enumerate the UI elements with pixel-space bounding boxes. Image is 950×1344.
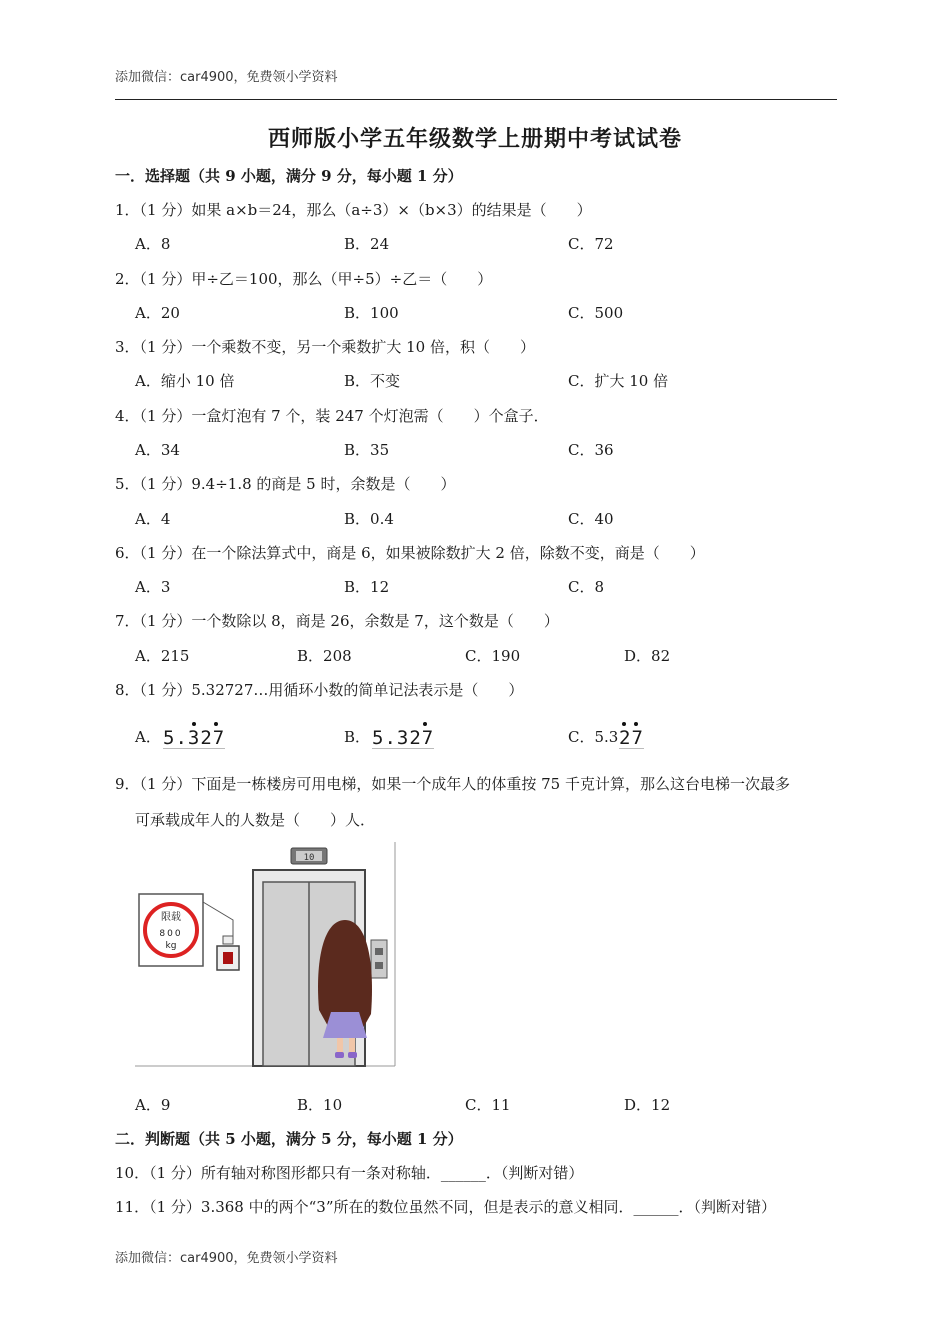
header-contact: 添加微信：car4900，免费领小学资料 — [115, 70, 338, 85]
question-9-line2: 可承载成年人的人数是（ ）人． — [135, 811, 376, 829]
q6-option-a: A．3 — [135, 578, 171, 596]
q4-option-b: B．35 — [344, 441, 390, 459]
q8-option-a-value: 5.327 — [163, 722, 225, 749]
q9-option-c: C．11 — [465, 1096, 511, 1114]
q3-option-c: C．扩大 10 倍 — [568, 372, 669, 390]
question-1: 1．（1 分）如果 a×b＝24，那么（a÷3）×（b×3）的结果是（ ） — [115, 201, 592, 219]
svg-text:10: 10 — [303, 853, 315, 863]
call-button-panel — [371, 940, 387, 978]
q3-option-a: A．缩小 10 倍 — [135, 372, 235, 390]
q7-option-c: C．190 — [465, 647, 521, 665]
svg-text:kg: kg — [165, 941, 177, 951]
q5-option-a: A．4 — [135, 510, 171, 528]
load-limit-sign — [139, 894, 203, 966]
question-6: 6．（1 分）在一个除法算式中，商是 6，如果被除数扩大 2 倍，除数不变，商是（ ） — [115, 544, 705, 562]
question-7: 7．（1 分）一个数除以 8，商是 26，余数是 7，这个数是（ ） — [115, 612, 559, 630]
question-4: 4．（1 分）一盒灯泡有 7 个，装 247 个灯泡需（ ）个盒子． — [115, 407, 549, 425]
q5-option-c: C．40 — [568, 510, 614, 528]
question-2: 2．（1 分）甲÷乙＝100，那么（甲÷5）÷乙＝（ ） — [115, 270, 493, 288]
q4-option-c: C．36 — [568, 441, 614, 459]
q2-option-c: C．500 — [568, 304, 624, 322]
girl-figure — [318, 920, 372, 1058]
q9-option-a: A．9 — [135, 1096, 171, 1114]
question-10: 10．（1 分）所有轴对称图形都只有一条对称轴．______．（判断对错） — [115, 1164, 584, 1182]
q8-option-a-label: A． — [135, 728, 161, 746]
control-panel-icon — [217, 936, 239, 970]
q7-option-d: D．82 — [624, 647, 671, 665]
floor-display — [291, 848, 327, 864]
q1-option-a: A．8 — [135, 235, 171, 253]
question-8: 8．（1 分）5.32727…用循环小数的简单记法表示是（ ） — [115, 681, 524, 699]
q8-option-c-value: 27 — [619, 722, 644, 749]
q7-option-a: A．215 — [135, 647, 190, 665]
q8-option-c-label: C．5.3 — [568, 728, 619, 746]
footer-contact: 添加微信：car4900，免费领小学资料 — [115, 1251, 338, 1266]
q8-option-b-value: 5.327 — [372, 722, 434, 749]
question-3: 3．（1 分）一个乘数不变，另一个乘数扩大 10 倍，积（ ） — [115, 338, 535, 356]
q4-option-a: A．34 — [135, 441, 180, 459]
header-rule — [115, 99, 837, 100]
svg-text:800: 800 — [159, 929, 183, 939]
q8-option-b-label: B． — [344, 728, 371, 746]
q6-option-b: B．12 — [344, 578, 390, 596]
page-title: 西师版小学五年级数学上册期中考试试卷 — [267, 126, 682, 152]
question-11: 11．（1 分）3.368 中的两个“3”所在的数位虽然不同，但是表示的意义相同．______．（判断对错） — [115, 1198, 776, 1216]
q7-option-b: B．208 — [297, 647, 352, 665]
q2-option-a: A．20 — [135, 304, 180, 322]
q6-option-c: C．8 — [568, 578, 605, 596]
q1-option-c: C．72 — [568, 235, 614, 253]
section-heading-choice: 一．选择题（共 9 小题，满分 9 分，每小题 1 分） — [115, 167, 463, 185]
question-5: 5．（1 分）9.4÷1.8 的商是 5 时，余数是（ ） — [115, 475, 456, 493]
question-9-line1: 9．（1 分）下面是一栋楼房可用电梯，如果一个成年人的体重按 75 千克计算，那么这台电梯一次最多 — [115, 775, 790, 793]
svg-text:限载: 限载 — [161, 912, 181, 923]
q5-option-b: B．0.4 — [344, 510, 394, 528]
q1-option-b: B．24 — [344, 235, 390, 253]
q9-option-b: B．10 — [297, 1096, 343, 1114]
q9-option-d: D．12 — [624, 1096, 671, 1114]
q2-option-b: B．100 — [344, 304, 399, 322]
q3-option-b: B．不变 — [344, 372, 401, 390]
elevator-figure — [135, 842, 397, 1068]
section-heading-judgement: 二．判断题（共 5 小题，满分 5 分，每小题 1 分） — [115, 1130, 463, 1148]
